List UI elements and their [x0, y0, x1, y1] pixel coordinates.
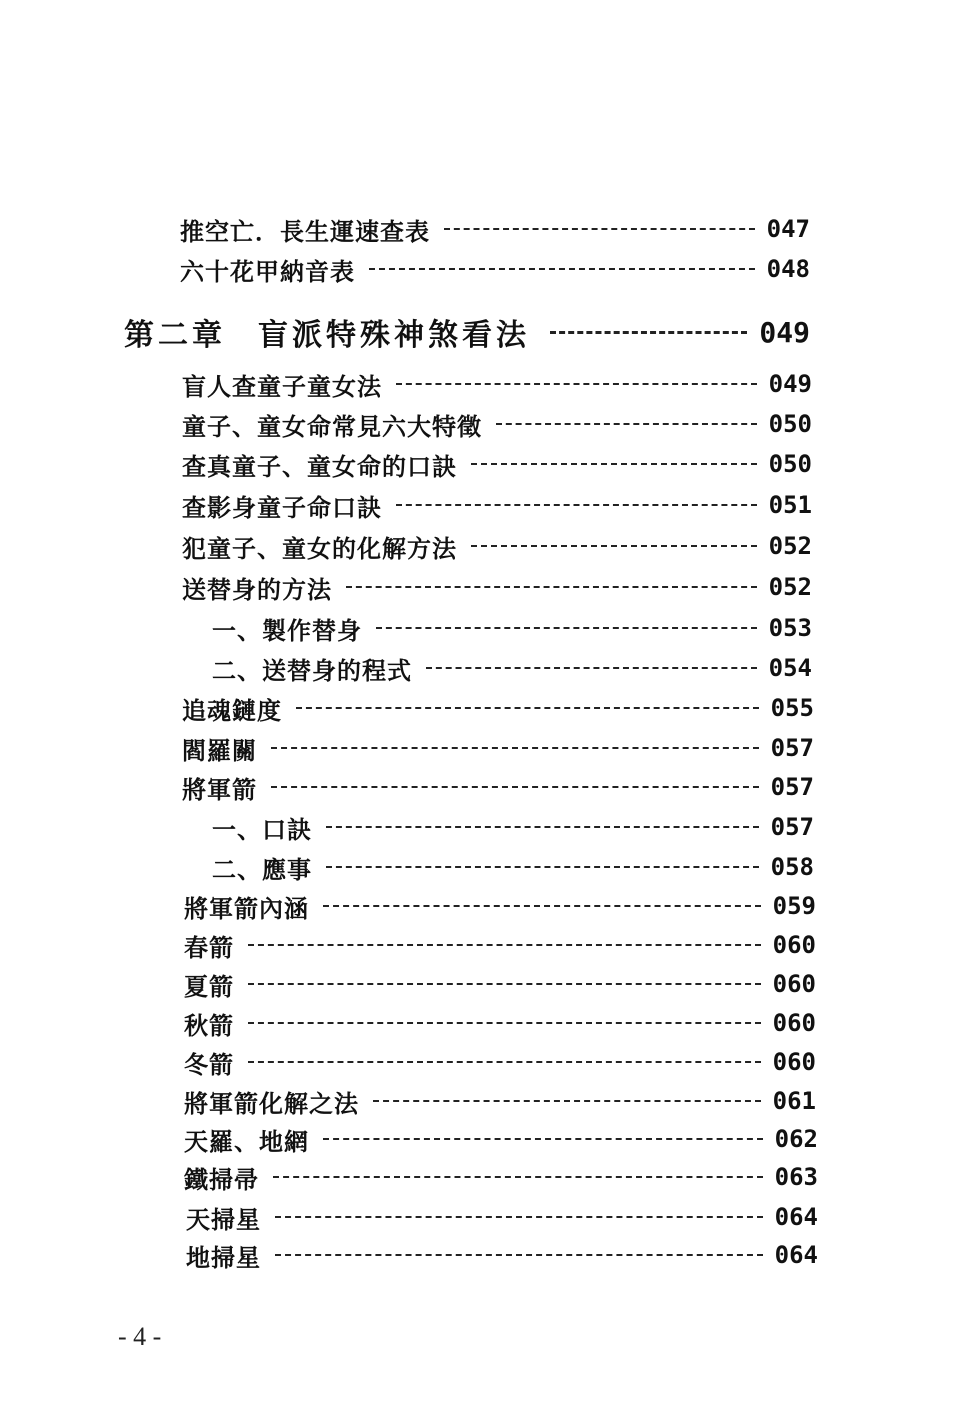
dot-leader — [369, 268, 755, 270]
chapter-title: 盲派特殊神煞看法 — [258, 318, 530, 353]
toc-entry[interactable] — [180, 211, 810, 247]
page-number: - 4 - — [118, 1322, 162, 1351]
toc-entry[interactable] — [186, 1199, 818, 1235]
dot-leader — [396, 504, 757, 506]
toc-entry-page: 051 — [768, 491, 812, 519]
toc-entry-page: 055 — [770, 694, 814, 722]
dot-leader — [296, 707, 759, 709]
toc-subentry[interactable] — [212, 849, 814, 885]
toc-entry-page: 049 — [768, 370, 812, 398]
toc-entry-page: 057 — [770, 813, 814, 841]
toc-entry-title: 一、製作替身 — [212, 615, 362, 645]
toc-entry-page: 050 — [768, 450, 812, 478]
toc-entry[interactable] — [182, 528, 812, 564]
toc-entry-title: 夏箭 — [184, 971, 234, 1001]
toc-entry-title: 追魂鏈度 — [182, 695, 282, 725]
toc-entry-page: 057 — [770, 734, 814, 762]
toc-entry-page: 062 — [774, 1125, 818, 1153]
toc-entry-page: 061 — [772, 1087, 816, 1115]
toc-entry[interactable] — [184, 1121, 818, 1157]
toc-entry[interactable] — [182, 406, 812, 442]
toc-entry-title: 春箭 — [184, 932, 234, 962]
toc-entry-title: 閻羅關 — [182, 735, 257, 765]
dot-leader — [271, 786, 759, 788]
toc-entry-page: 058 — [770, 853, 814, 881]
toc-entry-title: 將軍箭內涵 — [184, 893, 309, 923]
toc-entry-page: 054 — [768, 654, 812, 682]
dot-leader — [248, 944, 761, 946]
toc-entry[interactable] — [180, 251, 810, 287]
toc-entry-title: 送替身的方法 — [182, 574, 332, 604]
dot-leader — [275, 1254, 763, 1256]
toc-entry-title: 地掃星 — [186, 1242, 261, 1272]
dot-leader — [326, 866, 759, 868]
toc-entry[interactable] — [184, 888, 816, 924]
toc-subentry[interactable] — [212, 610, 812, 646]
toc-entry-title: 查真童子、童女命的口訣 — [182, 451, 457, 481]
dot-leader — [323, 1138, 763, 1140]
dot-leader — [271, 747, 759, 749]
dot-leader — [273, 1176, 763, 1178]
toc-entry[interactable] — [184, 1005, 816, 1041]
dot-leader — [426, 667, 757, 669]
dot-leader — [471, 545, 757, 547]
toc-entry[interactable] — [182, 690, 814, 726]
toc-entry[interactable] — [182, 487, 812, 523]
dot-leader — [550, 331, 747, 334]
toc-subentry[interactable] — [212, 809, 814, 845]
dot-leader — [248, 1022, 761, 1024]
toc-entry-title: 盲人查童子童女法 — [182, 371, 382, 401]
chapter-label: 第二章 — [124, 318, 226, 353]
dot-leader — [496, 423, 757, 425]
toc-entry-page: 063 — [774, 1163, 818, 1191]
chapter-page: 049 — [759, 315, 810, 349]
toc-entry[interactable] — [184, 1159, 818, 1195]
dot-leader — [248, 983, 761, 985]
dot-leader — [376, 627, 757, 629]
toc-entry-page: 052 — [768, 532, 812, 560]
toc-entry-title: 將軍箭化解之法 — [184, 1088, 359, 1118]
dot-leader — [248, 1061, 761, 1063]
toc-entry-title: 推空亡．長生運速查表 — [180, 216, 430, 246]
toc-entry-title: 將軍箭 — [182, 774, 257, 804]
toc-entry[interactable] — [184, 1044, 816, 1080]
toc-entry-title: 秋箭 — [184, 1010, 234, 1040]
toc-entry-page: 053 — [768, 614, 812, 642]
dot-leader — [323, 905, 761, 907]
toc-entry[interactable] — [182, 569, 812, 605]
toc-entry[interactable] — [182, 366, 812, 402]
toc-entry-page: 052 — [768, 573, 812, 601]
toc-entry[interactable] — [182, 769, 814, 805]
toc-entry-page: 060 — [772, 1048, 816, 1076]
toc-entry-title: 天掃星 — [186, 1204, 261, 1234]
dot-leader — [326, 826, 759, 828]
toc-entry-title: 冬箭 — [184, 1049, 234, 1079]
toc-entry-page: 064 — [774, 1241, 818, 1269]
toc-entry-page: 048 — [766, 255, 810, 283]
toc-entry-title: 一、口訣 — [212, 814, 312, 844]
dot-leader — [444, 228, 755, 230]
dot-leader — [346, 586, 757, 588]
toc-entry-page: 047 — [766, 215, 810, 243]
toc-entry-page: 060 — [772, 1009, 816, 1037]
toc-entry[interactable] — [186, 1237, 818, 1273]
toc-entry[interactable] — [182, 446, 812, 482]
dot-leader — [275, 1216, 763, 1218]
toc-subentry[interactable] — [212, 650, 812, 686]
toc-entry-title: 犯童子、童女的化解方法 — [182, 533, 457, 563]
toc-entry-page: 059 — [772, 892, 816, 920]
toc-entry-page: 060 — [772, 931, 816, 959]
toc-entry-title: 查影身童子命口訣 — [182, 492, 382, 522]
chapter-heading[interactable] — [124, 310, 810, 354]
toc-entry-title: 鐵掃帚 — [184, 1164, 259, 1194]
toc-entry[interactable] — [184, 927, 816, 963]
toc-entry[interactable] — [184, 966, 816, 1002]
toc-entry-page: 060 — [772, 970, 816, 998]
toc-entry-page: 050 — [768, 410, 812, 438]
toc-entry-page: 064 — [774, 1203, 818, 1231]
dot-leader — [471, 463, 757, 465]
toc-entry-title: 二、送替身的程式 — [212, 655, 412, 685]
toc-entry[interactable] — [184, 1083, 816, 1119]
toc-entry-title: 二、應事 — [212, 854, 312, 884]
toc-entry-title: 童子、童女命常見六大特徵 — [182, 411, 482, 441]
dot-leader — [373, 1100, 761, 1102]
dot-leader — [396, 383, 757, 385]
toc-entry-title: 天羅、地網 — [184, 1126, 309, 1156]
toc-entry-title: 六十花甲納音表 — [180, 256, 355, 286]
toc-entry-page: 057 — [770, 773, 814, 801]
toc-entry[interactable] — [182, 730, 814, 766]
